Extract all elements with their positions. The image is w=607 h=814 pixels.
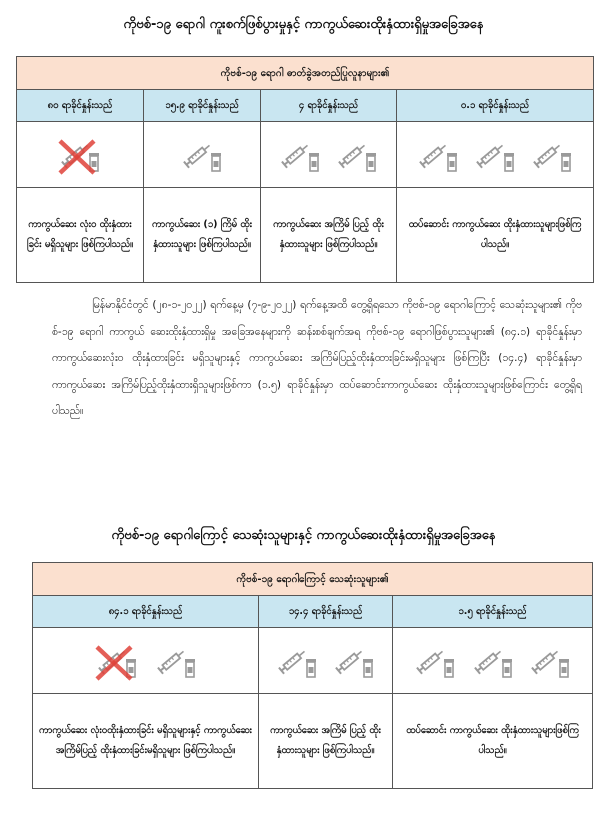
icon-cell: [33, 628, 259, 694]
body-paragraph: [52, 292, 582, 425]
section2-title: ကိုဗစ်-၁၉ ရောဂါကြောင့် သေဆုံးသူများနှင့် ကာကွယ်ဆေးထိုးနှံထားရှိမှုအခြေအနေ: [111, 528, 496, 543]
syringe-vial-icon: [180, 135, 224, 175]
syringe-vial-icon: [471, 641, 515, 681]
column-header: ၁၅.၉ ရာခိုင်နှုန်းသည်: [144, 90, 261, 122]
paragraph-text: မြန်မာနိုင်ငံတွင် (၂၈-၁-၂၀၂၂) ရက်နေ့မှ (၇-၉-၂၀၂၂) ရက်နေ့အထိ တွေ့ရှိရသော ကိုဗစ်-၁၉ ရောဂါကြောင့် သေဆုံးသူများ၏ ကိုဗစ်-၁၉ ရောဂါ ကာကွယ် ဆေးထိုးနှံထားရှိမှု အခြေအနေများကို ဆန်းစစ်ချက်အရ ကိုဗစ်-၁၉ ရောဂါဖြစ်ပွားသူများ၏ (၈၄.၁) ရာခိုင်နှုန်းမှာ ကာကွယ်ဆေးလုံးဝ ထိုးနှံထားခြင်း မရှိသူများနှင့် ကာကွယ်ဆေး အကြိမ်ပြည့်ထိုးနှံထားခြင်းမရှိသူများ ဖြစ်ကြပြီး (၁၄.၄) ရာခိုင်နှုန်းမှာ ကာကွယ်ဆေး အကြိမ်ပြည့်ထိုးနှံထားရှိသူများဖြစ်ကာ (၁.၅) ရာခိုင်နှုန်းမှာ ထပ်ဆောင်းကာကွယ်ဆေး ထိုးနှံထားသူများဖြစ်ကြောင်း တွေ့ရှိရပါသည်။: [52, 299, 582, 417]
syringe-vial-icon: [413, 641, 457, 681]
column-header: ၁.၅ ရာခိုင်နှုန်းသည်: [393, 596, 593, 628]
syringe-vial-icon: [473, 135, 517, 175]
icon-cell: [261, 122, 397, 188]
column-header: ၈၄.၁ ရာခိုင်နှုန်းသည်: [33, 596, 259, 628]
syringe-vial-icon: [332, 641, 376, 681]
syringe-vial-icon: [275, 641, 319, 681]
icon-cell: [17, 122, 144, 188]
icon-cell: [259, 628, 393, 694]
icon-cell: [144, 122, 261, 188]
syringe-vial-icon: [335, 135, 379, 175]
table-note: ထပ်ဆောင်း ကာကွယ်ဆေး ထိုးနှံထားသူများဖြစ်ကြပါသည်။: [393, 694, 593, 789]
icon-cell: [393, 628, 593, 694]
crossed-syringe-vial-icon: [56, 135, 104, 175]
table-note: ကာကွယ်ဆေး (၁) ကြိမ် ထိုးနှံထားသူများ ဖြစ်ကြပါသည်။: [144, 188, 261, 283]
table-note: ကာကွယ်ဆေး အကြိမ် ပြည့် ထိုးနှံထားသူများ ဖြစ်ကြပါသည်။: [261, 188, 397, 283]
vaccination-deaths-table: [32, 562, 593, 789]
syringe-vial-icon: [278, 135, 322, 175]
table-note: ကာကွယ်ဆေး လုံးဝထိုးနှံထားခြင်း မရှိသူများနှင့် ကာကွယ်ဆေး အကြိမ်ပြည့် ထိုးနှံထားခြင်းမရှိသူများ ဖြစ်ကြပါသည်။: [33, 694, 259, 789]
table-note: ထပ်ဆောင်း ကာကွယ်ဆေး ထိုးနှံထားသူများဖြစ်ကြပါသည်။: [397, 188, 594, 283]
column-header: ၄ ရာခိုင်နှုန်းသည်: [261, 90, 397, 122]
column-header: ၈၀ ရာခိုင်နှုန်းသည်: [17, 90, 144, 122]
syringe-vial-icon: [530, 135, 574, 175]
crossed-syringe-vial-icon: [93, 641, 141, 681]
syringe-vial-icon: [528, 641, 572, 681]
section1-title: ကိုဗစ်-၁၉ ရောဂါ ကူးစက်ဖြစ်ပွားမှုနှင့် ကာကွယ်ဆေးထိုးနှံထားရှိမှုအခြေအနေ: [123, 17, 484, 32]
syringe-vial-icon: [416, 135, 460, 175]
table-note: ကာကွယ်ဆေး အကြိမ် ပြည့် ထိုးနှံထားသူများ ဖြစ်ကြပါသည်။: [259, 694, 393, 789]
syringe-vial-icon: [154, 641, 198, 681]
table-header: ကိုဗစ်-၁၉ ရောဂါကြောင့် သေဆုံးသူများ၏: [33, 563, 593, 596]
column-header: ၁၄.၄ ရာခိုင်နှုန်းသည်: [259, 596, 393, 628]
table-header: ကိုဗစ်-၁၉ ရောဂါ ဓာတ်ခွဲအတည်ပြုလူနာများ၏: [17, 57, 594, 90]
vaccination-cases-table: [16, 56, 594, 283]
table-note: ကာကွယ်ဆေး လုံးဝ ထိုးနှံထားခြင်း မရှိသူများ ဖြစ်ကြပါသည်။: [17, 188, 144, 283]
icon-cell: [397, 122, 594, 188]
column-header: ၀.၁ ရာခိုင်နှုန်းသည်: [397, 90, 594, 122]
